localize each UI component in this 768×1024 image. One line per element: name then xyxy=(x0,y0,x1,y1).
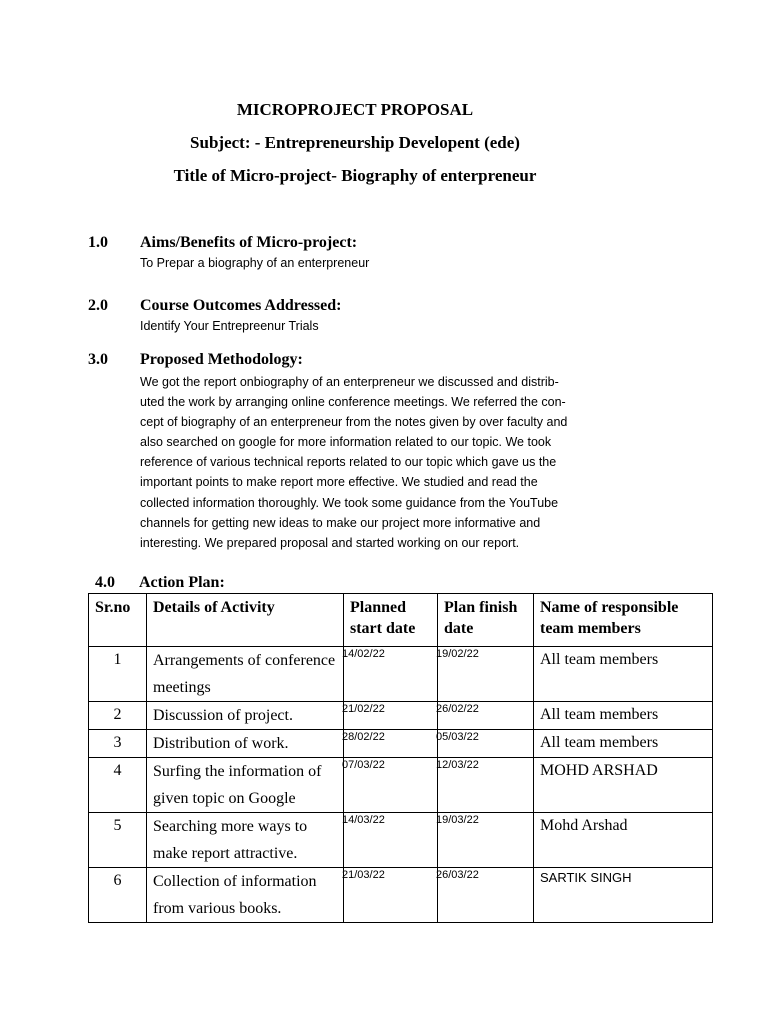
table-row xyxy=(89,702,713,730)
cell-member: All team members xyxy=(534,647,713,702)
cell-start-date xyxy=(344,702,438,730)
finish-date-text: 12/03/22 xyxy=(436,759,479,771)
header-responsible: Name of responsible team members xyxy=(534,594,713,647)
cell-activity: Arrangements of conference meetings xyxy=(147,647,344,702)
section-2-body: Identify Your Entrepreenur Trials xyxy=(140,319,319,333)
cell-srno: 5 xyxy=(89,813,147,868)
methodology-line: interesting. We prepared proposal and started working on our report. xyxy=(140,535,520,550)
cell-activity: Distribution of work. xyxy=(147,730,344,758)
methodology-line: channels for getting new ideas to make our project more informative and xyxy=(140,515,541,530)
finish-date-text: 19/02/22 xyxy=(436,648,479,660)
section-4-number: 4.0 xyxy=(95,574,115,591)
cell-srno: 2 xyxy=(89,702,147,730)
start-date-text: 14/02/22 xyxy=(342,648,385,660)
cell-finish-date xyxy=(438,702,534,730)
cell-finish-date xyxy=(438,868,534,923)
cell-srno: 3 xyxy=(89,730,147,758)
header-planned-start: Planned start date xyxy=(344,594,438,647)
cell-srno: 6 xyxy=(89,868,147,923)
finish-date-text: 26/02/22 xyxy=(436,703,479,715)
subject-line: Subject: - Entrepreneurship Developent (ede) xyxy=(190,133,520,152)
header-activity: Details of Activity xyxy=(147,594,344,647)
methodology-line: uted the work by arranging online conference meetings. We referred the con- xyxy=(140,395,566,410)
methodology-line: also searched on google for more information related to our topic. We took xyxy=(140,435,552,450)
cell-member: MOHD ARSHAD xyxy=(534,758,713,813)
cell-activity: Surfing the information of given topic on Google xyxy=(147,758,344,813)
table-row xyxy=(89,868,713,923)
cell-start-date xyxy=(344,868,438,923)
cell-member: Mohd Arshad xyxy=(534,813,713,868)
section-1-heading: Aims/Benefits of Micro-project: xyxy=(140,234,358,251)
cell-start-date xyxy=(344,647,438,702)
cell-activity: Discussion of project. xyxy=(147,702,344,730)
cell-member: All team members xyxy=(534,730,713,758)
start-date-text: 21/02/22 xyxy=(342,703,385,715)
table-row xyxy=(89,647,713,702)
methodology-line: collected information thoroughly. We took some guidance from the YouTube xyxy=(140,495,559,510)
section-4-heading: Action Plan: xyxy=(139,574,225,591)
cell-finish-date xyxy=(438,647,534,702)
start-date-text: 28/02/22 xyxy=(342,731,385,743)
table-header-row xyxy=(89,594,713,647)
section-3-heading: Proposed Methodology: xyxy=(140,351,303,368)
cell-finish-date xyxy=(438,813,534,868)
finish-date-text: 05/03/22 xyxy=(436,731,479,743)
cell-member: All team members xyxy=(534,702,713,730)
cell-srno: 1 xyxy=(89,647,147,702)
methodology-line: important points to make report more effective. We studied and read the xyxy=(140,475,538,490)
methodology-line: reference of various technical reports related to our topic which gave us the xyxy=(140,455,557,470)
cell-start-date xyxy=(344,730,438,758)
finish-date-text: 26/03/22 xyxy=(436,869,479,881)
action-plan-table xyxy=(88,593,713,923)
cell-finish-date xyxy=(438,730,534,758)
methodology-line: cept of biography of an enterpreneur from the notes given by over faculty and xyxy=(140,415,568,430)
section-1-number: 1.0 xyxy=(88,234,108,251)
start-date-text: 21/03/22 xyxy=(342,869,385,881)
cell-start-date xyxy=(344,758,438,813)
cell-finish-date xyxy=(438,758,534,813)
document-title: MICROPROJECT PROPOSAL xyxy=(236,100,474,119)
header-srno: Sr.no xyxy=(89,594,147,647)
methodology-paragraph xyxy=(140,372,620,553)
table-row xyxy=(89,758,713,813)
start-date-text: 14/03/22 xyxy=(342,814,385,826)
table-row xyxy=(89,730,713,758)
header-plan-finish: Plan finish date xyxy=(438,594,534,647)
project-title-line: Title of Micro-project- Biography of enterpreneur xyxy=(173,166,537,185)
section-1-body: To Prepar a biography of an enterpreneur xyxy=(140,256,370,270)
start-date-text: 07/03/22 xyxy=(342,759,385,771)
section-2-number: 2.0 xyxy=(88,297,108,314)
table-row xyxy=(89,813,713,868)
cell-srno: 4 xyxy=(89,758,147,813)
cell-activity: Searching more ways to make report attractive. xyxy=(147,813,344,868)
section-2-heading: Course Outcomes Addressed: xyxy=(140,297,342,314)
cell-member: SARTIK SINGH xyxy=(534,868,713,923)
finish-date-text: 19/03/22 xyxy=(436,814,479,826)
cell-activity: Collection of information from various books. xyxy=(147,868,344,923)
methodology-line: We got the report onbiography of an enterpreneur we discussed and distrib- xyxy=(140,375,559,389)
cell-start-date xyxy=(344,813,438,868)
section-3-number: 3.0 xyxy=(88,351,108,368)
